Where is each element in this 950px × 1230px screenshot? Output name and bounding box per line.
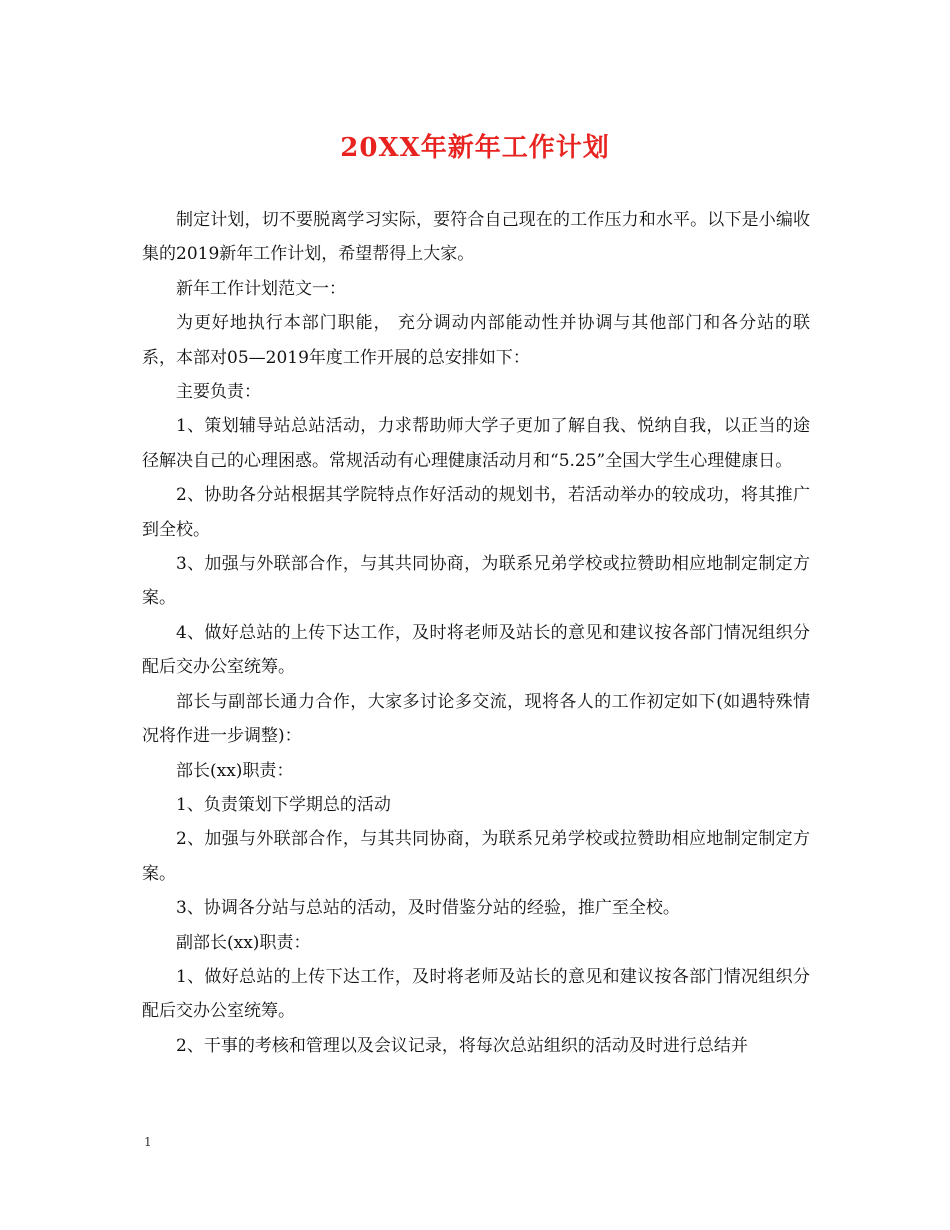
paragraph-director-duty-1: 1、负责策划下学期总的活动	[176, 794, 391, 815]
paragraph-intro: 制定计划，切不要脱离学习实际，要符合自己现在的工作压力和水平。以下是小编收集的2019新年工作计划，希望帮得上大家。	[142, 210, 810, 265]
paragraph-duty-2: 2、协助各分站根据其学院特点作好活动的规划书，若活动举办的较成功，将其推广到全校。	[142, 485, 810, 540]
paragraph-main-duties-heading: 主要负责：	[176, 382, 261, 403]
paragraph-director-duty-3: 3、协调各分站与总站的活动，及时借鉴分站的经验，推广至全校。	[176, 898, 680, 919]
paragraph-duty-1: 1、策划辅导站总站活动，力求帮助师大学子更加了解自我、悦纳自我，以正当的途径解决自己的心理困惑。常规活动有心理健康活动月和“5.25”全国大学生心理健康日。	[142, 416, 810, 471]
paragraph-deputy-duty-2: 2、干事的考核和管理以及会议记录，将每次总站组织的活动及时进行总结并	[176, 1035, 748, 1056]
document-body	[142, 203, 810, 1063]
paragraph-duty-3: 3、加强与外联部合作，与其共同协商，为联系兄弟学校或拉赞助相应地制定制定方案。	[142, 554, 810, 609]
paragraph-duty-4: 4、做好总站的上传下达工作，及时将老师及站长的意见和建议按各部门情况组织分配后交办公室统筹。	[142, 622, 810, 678]
paragraph-deputy-heading: 副部长(xx)职责：	[176, 932, 311, 953]
paragraph-deputy-duty-1: 1、做好总站的上传下达工作，及时将老师及站长的意见和建议按各部门情况组织分配后交办公室统筹。	[142, 966, 810, 1022]
page-number: 1	[144, 1135, 152, 1149]
paragraph-director-heading: 部长(xx)职责：	[176, 760, 294, 781]
paragraph-overview: 为更好地执行本部门职能， 充分调动内部能动性并协调与其他部门和各分站的联系，本部对05—2019年度工作开展的总安排如下：	[142, 313, 810, 368]
paragraph-cooperation: 部长与副部长通力合作，大家多讨论多交流，现将各人的工作初定如下(如遇特殊情况将作进一步调整)：	[142, 691, 810, 747]
paragraph-director-duty-2: 2、加强与外联部合作，与其共同协商，为联系兄弟学校或拉赞助相应地制定制定方案。	[142, 829, 810, 884]
document-title: 20XX年新年工作计划	[340, 133, 610, 163]
paragraph-sample-heading: 新年工作计划范文一：	[176, 278, 346, 299]
